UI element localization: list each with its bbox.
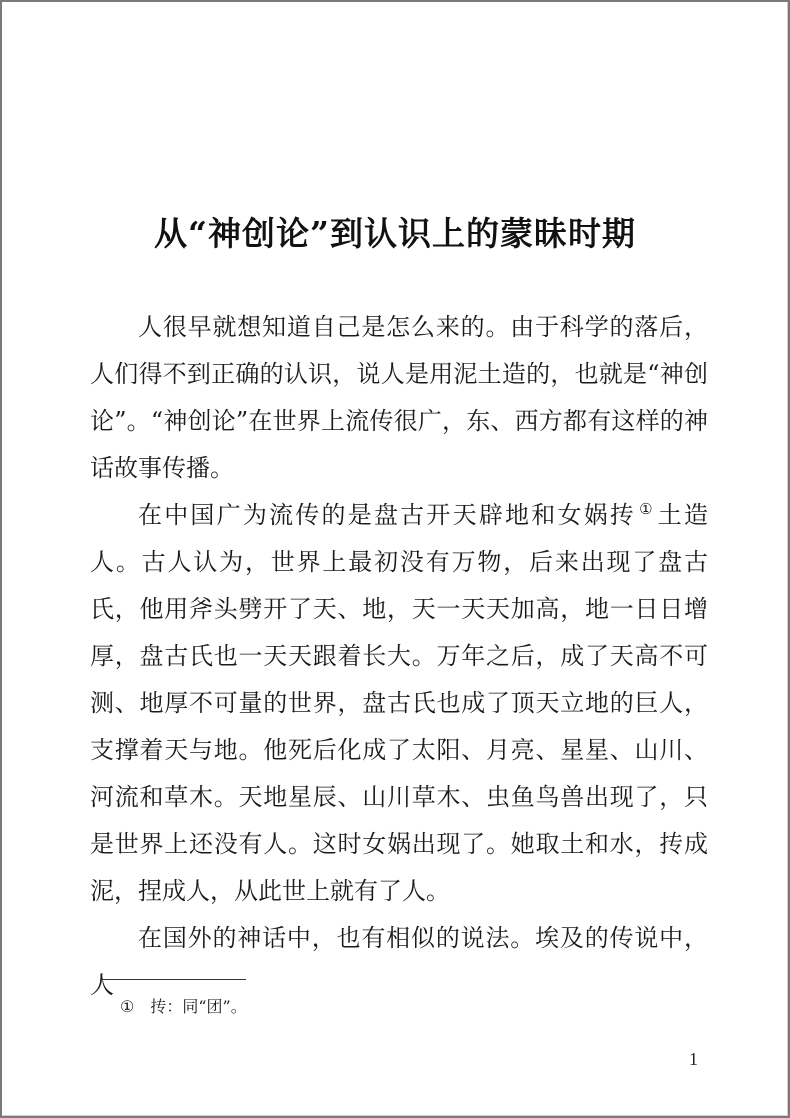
- paragraph-2-text-a: 在中国广为流传的是盘古开天辟地和女娲抟: [138, 501, 637, 529]
- page-number: 1: [689, 1049, 698, 1069]
- paragraph-2-text-b: 土造人。古人认为，世界上最初没有万物，后来出现了盘古氏，他用斧头劈开了天、地，天一天天加高，地一日日增厚，盘古氏也一天天跟着长大。万年之后，成了天高不可测、地厚不可量的世界，盘古氏也成了顶天立地的巨人，支撑着天与地。他死后化成了太阳、月亮、星星、山川、河流和草木。天地星辰、山川草木、虫鱼鸟兽出现了，只是世界上还没有人。这时女娲出现了。她取土和水，抟成泥，捏成人，从此世上就有了人。: [90, 501, 709, 905]
- footnote-text: 抟：同“团”。: [150, 997, 247, 1016]
- footnote-number: ①: [120, 997, 135, 1016]
- footnote-marker: ①: [639, 500, 655, 518]
- paragraph-3: 在国外的神话中，也有相似的说法。埃及的传说中，人: [90, 924, 708, 999]
- chapter-title: 从“神创论”到认识上的蒙昧时期: [154, 214, 636, 254]
- paragraph-1: 人很早就想知道自己是怎么来的。由于科学的落后，人们得不到正确的认识，说人是用泥土造的，也就是“神创论”。“神创论”在世界上流传很广，东、西方都有这样的神话故事传播。: [90, 313, 708, 482]
- paragraph-2: [90, 492, 708, 915]
- footnote: [120, 996, 247, 1018]
- body-text: [90, 304, 708, 1009]
- footnote-divider: [100, 979, 246, 980]
